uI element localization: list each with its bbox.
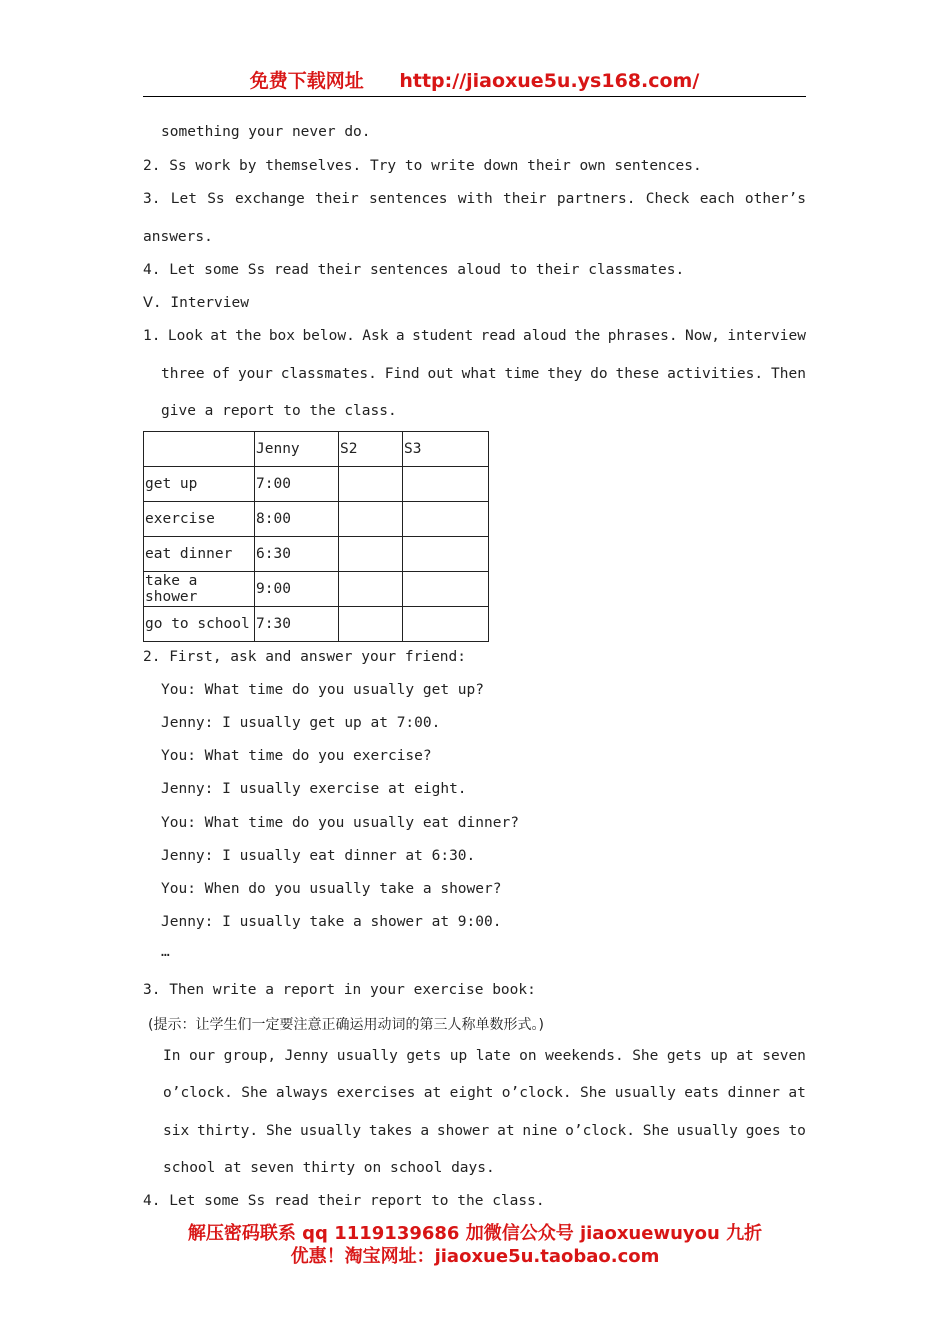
word: up: [449, 1048, 468, 1064]
word: aloud: [523, 328, 567, 344]
word: interview: [727, 328, 806, 344]
footer-line-2: 优惠！淘宝网址：jiaoxue5u.taobao.com: [290, 1246, 660, 1267]
footer-line-1: 解压密码联系 qq 1119139686 加微信公众号 jiaoxuewuyou 九折: [187, 1223, 763, 1244]
word: at: [497, 1123, 515, 1139]
schedule-table: [143, 431, 489, 642]
word: thirty.: [197, 1123, 259, 1139]
word: late: [475, 1048, 511, 1064]
word: Ss: [207, 191, 225, 207]
dialogue-line: You: What time do you usually get up?: [161, 682, 485, 698]
report-line-justified: [163, 1123, 806, 1139]
word: at: [423, 1085, 442, 1101]
word: the: [235, 328, 262, 344]
table-cell: 6:30: [255, 537, 339, 572]
table-cell: 7:30: [255, 607, 339, 642]
dialogue-line: You: What time do you exercise?: [161, 748, 432, 764]
text-line: 2. First, ask and answer your friend:: [143, 649, 467, 665]
word: She: [642, 1123, 669, 1139]
word: group,: [223, 1048, 277, 1064]
word: out: [427, 366, 454, 382]
word: She: [632, 1048, 659, 1064]
word: always: [275, 1085, 329, 1101]
word: a: [395, 328, 405, 344]
word: their: [503, 191, 547, 207]
table-cell: [403, 607, 489, 642]
dialogue-line: Jenny: I usually get up at 7:00.: [161, 715, 441, 731]
word: they: [547, 366, 583, 382]
dialogue-line: …: [161, 944, 170, 960]
word: up: [710, 1048, 728, 1064]
section-heading: Ⅴ. Interview: [143, 295, 249, 311]
table-cell: [403, 502, 489, 537]
report-line-justified: [163, 1048, 806, 1064]
word: seven: [762, 1048, 806, 1064]
word: sentences: [368, 191, 448, 207]
word: with: [457, 191, 493, 207]
text-line: 4. Let some Ss read their sentences aloud to their classmates.: [143, 262, 685, 278]
header-label: 免费下载网址: [249, 70, 364, 92]
header-url[interactable]: http://jiaoxue5u.ys168.com/: [399, 70, 700, 92]
text-line: 4. Let some Ss read their report to the class.: [143, 1193, 545, 1209]
word: student: [412, 328, 474, 344]
tip-note: (提示：让学生们一定要注意正确运用动词的第三人称单数形式。): [148, 1017, 544, 1033]
table-cell: [339, 502, 403, 537]
text-line: 3. Then write a report in your exercise book:: [143, 982, 536, 998]
word: goes: [745, 1123, 781, 1139]
word: eight: [449, 1085, 494, 1101]
word: gets: [666, 1048, 702, 1064]
dialogue-line: You: When do you usually take a shower?: [161, 881, 502, 897]
dialogue-line: Jenny: I usually eat dinner at 6:30.: [161, 848, 476, 864]
word: She: [241, 1085, 268, 1101]
word: 1.: [143, 328, 161, 344]
word: do: [590, 366, 608, 382]
word: Jenny: [284, 1048, 329, 1064]
table-row: [144, 467, 489, 502]
text-line-justified: [143, 191, 806, 207]
table-row: [144, 537, 489, 572]
report-line: school at seven thirty on school days.: [163, 1160, 495, 1176]
word: Check: [645, 191, 690, 207]
word: phrases.: [607, 328, 678, 344]
table-row: [144, 572, 489, 607]
word: their: [315, 191, 359, 207]
table-cell: [339, 607, 403, 642]
word: classmates.: [280, 366, 377, 382]
word: your: [237, 366, 273, 382]
word: In: [163, 1048, 181, 1064]
word: partners.: [556, 191, 636, 207]
word: o’clock.: [565, 1123, 635, 1139]
word: a: [420, 1123, 430, 1139]
word: Now,: [685, 328, 720, 344]
word: 3.: [143, 191, 161, 207]
word: o’clock.: [501, 1085, 572, 1101]
table-cell: [144, 432, 255, 467]
word: She: [580, 1085, 607, 1101]
word: usually: [676, 1123, 738, 1139]
table-row: [144, 502, 489, 537]
table-cell: take a shower: [144, 572, 255, 607]
page-header: [143, 66, 806, 97]
text-line: give a report to the class.: [161, 403, 397, 419]
word: o’clock.: [163, 1085, 233, 1101]
word: weekends.: [545, 1048, 624, 1064]
table-cell: S2: [339, 432, 403, 467]
word: usually: [299, 1123, 362, 1139]
word: read: [480, 328, 516, 344]
table-cell: 9:00: [255, 572, 339, 607]
word: She: [265, 1123, 293, 1139]
word: what: [461, 366, 497, 382]
word: below.: [302, 328, 355, 344]
word: on: [519, 1048, 537, 1064]
table-cell: 7:00: [255, 467, 339, 502]
table-cell: [339, 572, 403, 607]
word: exchange: [234, 191, 305, 207]
word: eats: [684, 1085, 720, 1101]
word: Look: [167, 328, 203, 344]
table-cell: [403, 537, 489, 572]
word: of: [212, 366, 231, 382]
word: activities.: [667, 366, 764, 382]
table-cell: S3: [403, 432, 489, 467]
word: the: [574, 328, 601, 344]
word: each: [699, 191, 735, 207]
text-line: 2. Ss work by themselves. Try to write down their own sentences.: [143, 158, 702, 174]
table-cell: [403, 467, 489, 502]
text-line-justified: [143, 328, 806, 344]
table-cell: Jenny: [255, 432, 339, 467]
table-cell: exercise: [144, 502, 255, 537]
table-cell: go to school: [144, 607, 255, 642]
word: these: [615, 366, 660, 382]
table-cell: [339, 467, 403, 502]
word: nine: [522, 1123, 558, 1139]
table-row: [144, 607, 489, 642]
text-line-justified: [161, 366, 806, 382]
word: at: [210, 328, 228, 344]
word: to: [788, 1123, 806, 1139]
text-line: answers.: [143, 229, 213, 245]
table-cell: 8:00: [255, 502, 339, 537]
word: six: [163, 1123, 190, 1139]
table-cell: get up: [144, 467, 255, 502]
table-cell: [403, 572, 489, 607]
dialogue-line: Jenny: I usually take a shower at 9:00.: [161, 914, 502, 930]
text-line: something your never do.: [161, 124, 371, 140]
word: box: [268, 328, 296, 344]
word: time: [504, 366, 540, 382]
word: takes: [368, 1123, 413, 1139]
word: Ask: [362, 328, 389, 344]
word: Then: [771, 366, 806, 382]
dialogue-line: You: What time do you usually eat dinner?: [161, 815, 519, 831]
word: other’s: [744, 191, 806, 207]
word: at: [788, 1085, 806, 1101]
word: usually: [614, 1085, 676, 1101]
word: usually: [336, 1048, 398, 1064]
word: at: [736, 1048, 754, 1064]
word: three: [161, 366, 205, 382]
word: dinner: [727, 1085, 780, 1101]
table-cell: eat dinner: [144, 537, 255, 572]
report-line-justified: [163, 1085, 806, 1101]
word: Find: [384, 366, 420, 382]
word: our: [188, 1048, 216, 1064]
dialogue-line: Jenny: I usually exercise at eight.: [161, 781, 467, 797]
word: shower: [436, 1123, 490, 1139]
word: exercises: [336, 1085, 416, 1101]
word: Let: [170, 191, 197, 207]
word: gets: [406, 1048, 442, 1064]
table-header-row: [144, 432, 489, 467]
table-cell: [339, 537, 403, 572]
